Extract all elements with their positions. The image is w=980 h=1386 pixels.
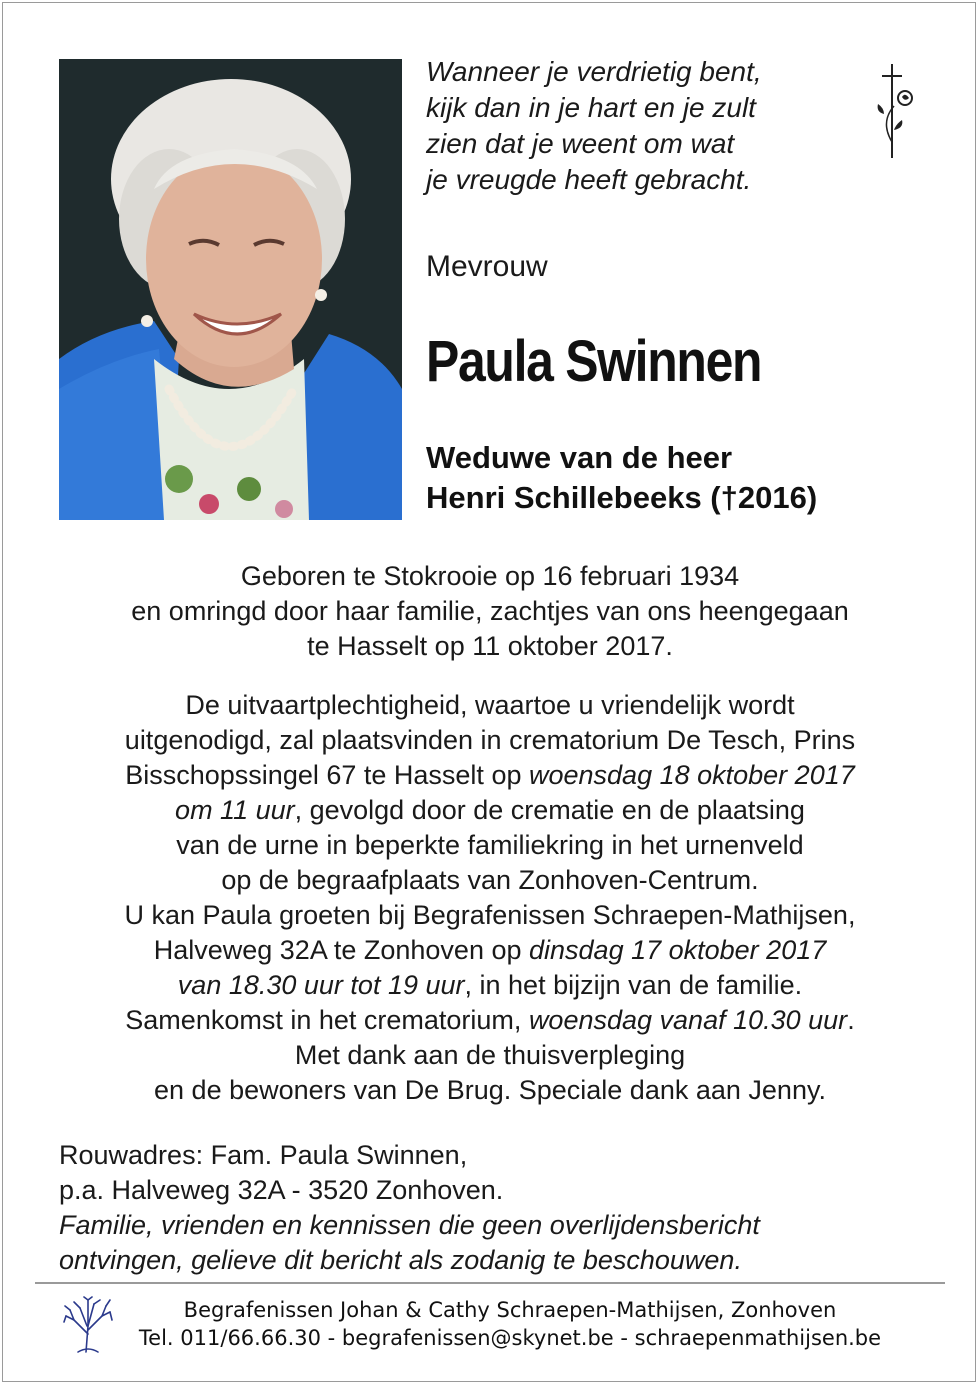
birth-death-paragraph [40, 559, 940, 664]
text-line [59, 1243, 760, 1278]
text-line: uitgenodigd, zal plaatsvinden in crematorium De Tesch, Prins [124, 725, 856, 755]
divider [35, 1282, 945, 1284]
text-part: Bisschopssingel 67 te Hasselt op [125, 760, 529, 790]
text-line: en omringd door haar familie, zachtjes van ons heengegaan [131, 596, 849, 626]
text-line [40, 933, 940, 968]
portrait-photo [59, 59, 402, 520]
visitation-time: van 18.30 uur tot 19 uur [177, 970, 465, 1000]
text-line: U kan Paula groeten bij Begrafenissen Schraepen-Mathijsen, [124, 900, 856, 930]
footer-contact: Tel. 011/66.66.30 - begrafenissen@skynet.be - schraepenmathijsen.be [138, 1326, 882, 1350]
notice-text: Familie, vrienden en kennissen die geen overlijdensbericht [59, 1210, 760, 1240]
poem-line: kijk dan in je hart en je zult [426, 92, 756, 123]
text-line [40, 758, 940, 793]
text-part: . [847, 1005, 855, 1035]
text-line: te Hasselt op 11 oktober 2017. [307, 631, 673, 661]
text-line: p.a. Halveweg 32A - 3520 Zonhoven. [59, 1175, 504, 1205]
text-line: Geboren te Stokrooie op 16 februari 1934 [240, 561, 740, 591]
widow-line: Weduwe van de heer [426, 440, 733, 475]
footer-company: Begrafenissen Johan & Cathy Schraepen-Mathijsen, Zonhoven [183, 1298, 837, 1322]
text-line: De uitvaartplechtigheid, waartoe u vriendelijk wordt [185, 690, 795, 720]
text-line [40, 968, 940, 1003]
text-part: , in het bijzijn van de familie. [464, 970, 803, 1000]
notice-text: ontvingen, gelieve dit bericht als zodanig te beschouwen. [59, 1245, 742, 1275]
deceased-name: Paula Swinnen [426, 329, 762, 394]
ceremony-time: om 11 uur [175, 795, 295, 825]
poem-line: je vreugde heeft gebracht. [426, 164, 752, 195]
text-line: van de urne in beperkte familiekring in het urnenveld [176, 830, 804, 860]
text-line [59, 1208, 760, 1243]
mourning-address [59, 1138, 760, 1278]
poem [426, 54, 762, 198]
text-part: Samenkomst in het crematorium, [125, 1005, 529, 1035]
text-line [40, 793, 940, 828]
poem-line: zien dat je weent om wat [426, 128, 735, 159]
text-line: op de begraafplaats van Zonhoven-Centrum. [221, 865, 759, 895]
widow-line: Henri Schillebeeks (†2016) [426, 480, 818, 515]
cross-with-rose-icon [872, 62, 920, 167]
gathering-time: woensdag vanaf 10.30 uur [528, 1005, 848, 1035]
text-part: Halveweg 32A te Zonhoven op [153, 935, 529, 965]
salutation: Mevrouw [426, 250, 548, 283]
text-line: en de bewoners van De Brug. Speciale dank aan Jenny. [154, 1075, 826, 1105]
text-part: , gevolgd door de crematie en de plaatsing [294, 795, 805, 825]
text-line: Rouwadres: Fam. Paula Swinnen, [59, 1140, 468, 1170]
widow-of [426, 438, 817, 518]
text-line: Met dank aan de thuisverpleging [294, 1040, 686, 1070]
text-line [40, 1003, 940, 1038]
ceremony-paragraph [40, 688, 940, 1108]
ceremony-date: woensdag 18 oktober 2017 [528, 760, 855, 790]
visitation-date: dinsdag 17 oktober 2017 [529, 935, 827, 965]
poem-line: Wanneer je verdrietig bent, [426, 56, 762, 87]
